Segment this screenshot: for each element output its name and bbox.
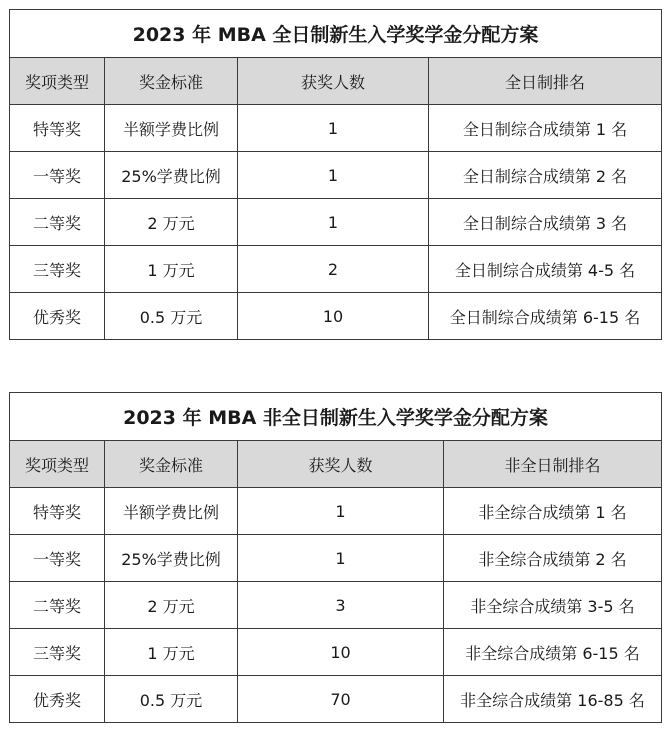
cell-award-type: 优秀奖 [10, 293, 105, 340]
cell-award-amount: 2 万元 [105, 582, 238, 629]
header-award-amount: 奖金标准 [105, 441, 238, 488]
fulltime-scholarship-table [9, 9, 662, 340]
cell-ranking: 非全综合成绩第 6-15 名 [444, 629, 662, 676]
header-award-amount: 奖金标准 [105, 58, 238, 105]
cell-winner-count: 2 [238, 246, 429, 293]
cell-ranking: 非全综合成绩第 1 名 [444, 488, 662, 535]
table-title-row [10, 10, 662, 58]
table-row [10, 152, 662, 199]
header-row [10, 441, 662, 488]
cell-ranking: 全日制综合成绩第 3 名 [429, 199, 662, 246]
cell-award-type: 优秀奖 [10, 676, 105, 723]
header-ranking: 全日制排名 [429, 58, 662, 105]
header-row [10, 58, 662, 105]
table-row [10, 582, 662, 629]
cell-award-amount: 25%学费比例 [105, 535, 238, 582]
cell-award-type: 一等奖 [10, 535, 105, 582]
cell-winner-count: 1 [238, 488, 444, 535]
table-row [10, 105, 662, 152]
cell-award-amount: 2 万元 [105, 199, 238, 246]
cell-award-type: 特等奖 [10, 105, 105, 152]
cell-award-amount: 1 万元 [105, 246, 238, 293]
cell-winner-count: 1 [238, 105, 429, 152]
table-row [10, 246, 662, 293]
cell-ranking: 全日制综合成绩第 1 名 [429, 105, 662, 152]
header-winner-count: 获奖人数 [238, 441, 444, 488]
cell-ranking: 全日制综合成绩第 6-15 名 [429, 293, 662, 340]
table-row [10, 293, 662, 340]
cell-winner-count: 10 [238, 629, 444, 676]
header-award-type: 奖项类型 [10, 441, 105, 488]
table-row [10, 629, 662, 676]
cell-award-amount: 半额学费比例 [105, 488, 238, 535]
parttime-scholarship-table [9, 392, 662, 723]
cell-ranking: 全日制综合成绩第 2 名 [429, 152, 662, 199]
cell-award-type: 特等奖 [10, 488, 105, 535]
table-row [10, 535, 662, 582]
cell-award-amount: 0.5 万元 [105, 676, 238, 723]
cell-winner-count: 1 [238, 199, 429, 246]
table-row [10, 676, 662, 723]
cell-award-type: 三等奖 [10, 246, 105, 293]
cell-ranking: 全日制综合成绩第 4-5 名 [429, 246, 662, 293]
cell-award-amount: 1 万元 [105, 629, 238, 676]
table-row [10, 199, 662, 246]
header-winner-count: 获奖人数 [238, 58, 429, 105]
cell-award-type: 三等奖 [10, 629, 105, 676]
table-title: 2023 年 MBA 全日制新生入学奖学金分配方案 [10, 10, 662, 58]
cell-award-type: 一等奖 [10, 152, 105, 199]
cell-award-type: 二等奖 [10, 582, 105, 629]
table-title: 2023 年 MBA 非全日制新生入学奖学金分配方案 [10, 393, 662, 441]
table-row [10, 488, 662, 535]
header-ranking: 非全日制排名 [444, 441, 662, 488]
cell-award-amount: 半额学费比例 [105, 105, 238, 152]
cell-award-amount: 25%学费比例 [105, 152, 238, 199]
cell-award-type: 二等奖 [10, 199, 105, 246]
cell-ranking: 非全综合成绩第 3-5 名 [444, 582, 662, 629]
cell-winner-count: 1 [238, 152, 429, 199]
cell-winner-count: 3 [238, 582, 444, 629]
cell-ranking: 非全综合成绩第 16-85 名 [444, 676, 662, 723]
cell-winner-count: 70 [238, 676, 444, 723]
cell-ranking: 非全综合成绩第 2 名 [444, 535, 662, 582]
cell-award-amount: 0.5 万元 [105, 293, 238, 340]
table-title-row [10, 393, 662, 441]
cell-winner-count: 1 [238, 535, 444, 582]
header-award-type: 奖项类型 [10, 58, 105, 105]
cell-winner-count: 10 [238, 293, 429, 340]
